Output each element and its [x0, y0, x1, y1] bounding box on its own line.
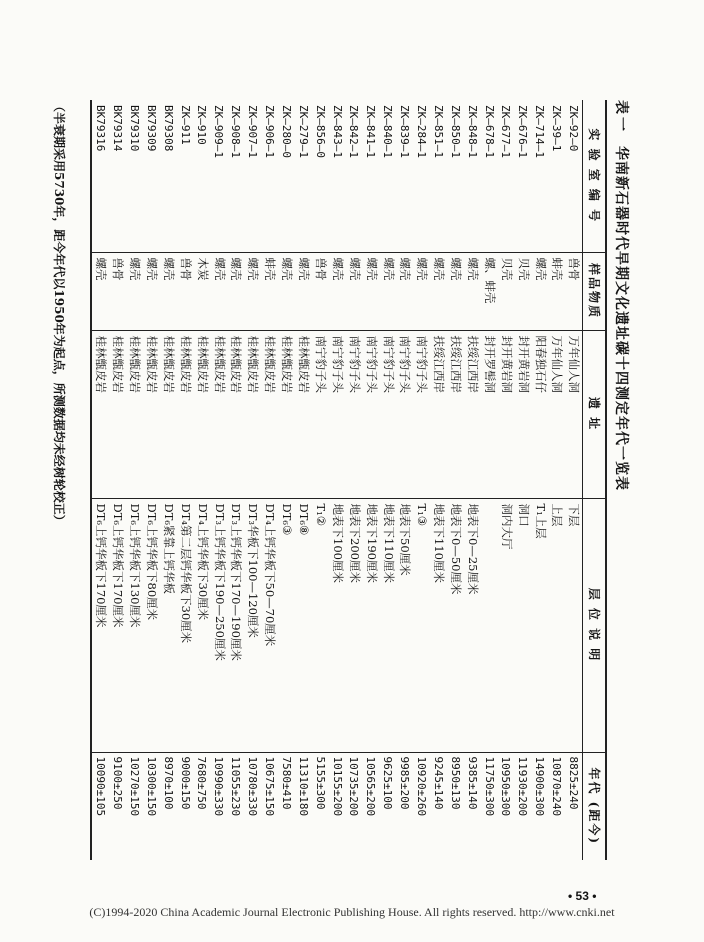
- age-cell: 10155±200: [330, 756, 344, 817]
- site-cell: 桂林甑皮岩: [278, 330, 295, 498]
- site-cell: 桂林甑皮岩: [143, 330, 160, 498]
- material-cell: 兽骨: [177, 252, 194, 330]
- lab-id-cell: ZK—714—1: [531, 100, 548, 252]
- lab-id-cell: ZK—911: [177, 100, 194, 252]
- stratum-cell: 地表下190厘米: [362, 498, 379, 752]
- site-cell: 南宁豹子头: [329, 330, 346, 498]
- lab-id-cell: ZK—280—0: [278, 100, 295, 252]
- site-cell: 桂林甑皮岩: [160, 330, 177, 498]
- table-row: [244, 100, 261, 860]
- material-cell: 螺壳: [430, 252, 447, 330]
- material-cell: 螺壳: [160, 252, 177, 330]
- site-cell: 桂林甑皮岩: [261, 330, 278, 498]
- stratum-cell: 上层: [548, 498, 565, 752]
- site-cell: 桂林甑皮岩: [126, 330, 143, 498]
- lab-id-cell: BK79314: [109, 100, 126, 252]
- age-cell: 10780±330: [246, 756, 260, 817]
- stratum-cell: DT₆上钙华板下170厘米: [91, 498, 109, 752]
- lab-id-cell: BK79310: [126, 100, 143, 252]
- table-row: [565, 100, 582, 860]
- stratum-cell: DT₃上钙华板下170—190厘米: [227, 498, 244, 752]
- table-row: [346, 100, 363, 860]
- age-cell: 11750±300: [482, 756, 496, 817]
- stratum-cell: DT₆⑧: [295, 498, 312, 752]
- site-cell: 桂林甑皮岩: [210, 330, 227, 498]
- age-cell: 8970±100: [161, 756, 175, 810]
- site-cell: 桂林甑皮岩: [295, 330, 312, 498]
- stratum-cell: DT₄第二层钙华板下30厘米: [177, 498, 194, 752]
- material-cell: 螺壳: [447, 252, 464, 330]
- stratum-cell: 洞口: [514, 498, 531, 752]
- copyright-footer: (C)1994-2020 China Academic Journal Electronic Publishing House. All rights reserved. http://www.cnki.net: [89, 905, 615, 919]
- age-cell: 10920±260: [415, 756, 429, 817]
- lab-id-cell: BK79308: [160, 100, 177, 252]
- lab-id-cell: ZK—678—1: [481, 100, 498, 252]
- site-cell: 桂林甑皮岩: [194, 330, 211, 498]
- material-cell: 螺壳: [464, 252, 481, 330]
- age-cell: 11055±230: [229, 756, 243, 817]
- site-cell: 扶绥江西岸: [430, 330, 447, 498]
- stratum-cell: DT₃华板下100—120厘米: [244, 498, 261, 752]
- age-cell: 9100±250: [111, 756, 125, 810]
- stratum-cell: 地表下110厘米: [379, 498, 396, 752]
- site-cell: 桂林甑皮岩: [227, 330, 244, 498]
- table-row: [447, 100, 464, 860]
- stratum-cell: 地表下0—25厘米: [464, 498, 481, 752]
- age-cell: 9245±140: [431, 756, 445, 810]
- table-row: [514, 100, 531, 860]
- age-cell: 10950±300: [499, 756, 513, 817]
- stratum-cell: DT₆上钙华板下80厘米: [143, 498, 160, 752]
- table-note: （半衰期采用5730年，距今年代以1950年为起点，所测数据均未经树轮校正）: [52, 100, 66, 527]
- material-cell: 螺壳: [227, 252, 244, 330]
- table-row: [430, 100, 447, 860]
- site-cell: 扶绥江西岸: [447, 330, 464, 498]
- stratum-cell: 下层: [565, 498, 582, 752]
- lab-id-cell: ZK—279—1: [295, 100, 312, 252]
- stratum-cell: T₁②: [312, 498, 329, 752]
- table-row: [498, 100, 515, 860]
- age-cell: 8825±240: [567, 756, 581, 810]
- site-cell: 南宁豹子头: [396, 330, 413, 498]
- age-cell: 5155±300: [313, 756, 327, 810]
- lab-id-cell: ZK—839—1: [396, 100, 413, 252]
- table-row: [312, 100, 329, 860]
- stratum-cell: DT₆上钙华板下130厘米: [126, 498, 143, 752]
- material-cell: 蚌壳: [261, 252, 278, 330]
- material-cell: 贝壳: [498, 252, 515, 330]
- lab-id-cell: ZK—284—1: [413, 100, 430, 252]
- site-cell: 桂林甑皮岩: [244, 330, 261, 498]
- table-row: [548, 100, 565, 860]
- lab-id-cell: ZK—840—1: [379, 100, 396, 252]
- table-row: [464, 100, 481, 860]
- stratum-cell: 地表下50厘米: [396, 498, 413, 752]
- table-row: [210, 100, 227, 860]
- lab-id-cell: ZK—676—1: [514, 100, 531, 252]
- stratum-cell: 洞内大厅: [498, 498, 515, 752]
- stratum-cell: T₁③: [413, 498, 430, 752]
- stratum-cell: DT₆③: [278, 498, 295, 752]
- site-cell: 万年仙人洞: [565, 330, 582, 498]
- lab-id-cell: ZK—843—1: [329, 100, 346, 252]
- column-header-age: 年代 (距今): [583, 752, 607, 860]
- column-header-lab-id: 实 验 室 编 号: [583, 100, 607, 252]
- data-table: [90, 100, 607, 860]
- column-header-site: 遗 址: [583, 330, 607, 498]
- rotated-table-page: [45, 100, 635, 860]
- table-row: [160, 100, 177, 860]
- lab-id-cell: ZK—910: [194, 100, 211, 252]
- stratum-cell: 地表下110厘米: [430, 498, 447, 752]
- age-cell: 9985±200: [398, 756, 412, 810]
- stratum-cell: 地表下100厘米: [329, 498, 346, 752]
- column-header-stratum: 层 位 说 明: [583, 498, 607, 752]
- table-row: [227, 100, 244, 860]
- age-cell: 10870±240: [550, 756, 564, 817]
- material-cell: 蚌壳: [548, 252, 565, 330]
- material-cell: 螺壳: [413, 252, 430, 330]
- table-row: [261, 100, 278, 860]
- material-cell: 螺壳: [396, 252, 413, 330]
- material-cell: 螺、蚌壳: [481, 252, 498, 330]
- stratum-cell: DT₃上钙华板下190—250厘米: [210, 498, 227, 752]
- site-cell: 南宁豹子头: [312, 330, 329, 498]
- stratum-cell: DT₆上钙华板下170厘米: [109, 498, 126, 752]
- table-row: [91, 100, 109, 860]
- material-cell: 螺壳: [346, 252, 363, 330]
- table-row: [295, 100, 312, 860]
- lab-id-cell: ZK—848—1: [464, 100, 481, 252]
- table-row: [379, 100, 396, 860]
- stratum-cell: T₁上层: [531, 498, 548, 752]
- stratum-cell: 地表下0—50厘米: [447, 498, 464, 752]
- age-cell: 9385±140: [465, 756, 479, 810]
- stratum-cell: DT₄上钙华板下30厘米: [194, 498, 211, 752]
- lab-id-cell: ZK—842—1: [346, 100, 363, 252]
- site-cell: 万年仙人洞: [548, 330, 565, 498]
- page-number: • 53 •: [568, 889, 597, 903]
- age-cell: 11310±180: [296, 756, 310, 817]
- age-cell: 9625±100: [381, 756, 395, 810]
- table-row: [481, 100, 498, 860]
- age-cell: 8950±130: [448, 756, 462, 810]
- column-header-material: 样品物质: [583, 252, 607, 330]
- site-cell: 南宁豹子头: [346, 330, 363, 498]
- table-row: [362, 100, 379, 860]
- table-row: [126, 100, 143, 860]
- lab-id-cell: ZK—39—1: [548, 100, 565, 252]
- table-header: [609, 100, 635, 860]
- lab-id-cell: ZK—907—1: [244, 100, 261, 252]
- material-cell: 木炭: [194, 252, 211, 330]
- site-cell: 桂林甑皮岩: [177, 330, 194, 498]
- material-cell: 螺壳: [244, 252, 261, 330]
- table-row: [143, 100, 160, 860]
- lab-id-cell: ZK—909—1: [210, 100, 227, 252]
- material-cell: 螺壳: [531, 252, 548, 330]
- table-body: [91, 100, 582, 860]
- lab-id-cell: ZK—92—0: [565, 100, 582, 252]
- age-cell: 14900±300: [533, 756, 547, 817]
- age-cell: 11930±200: [516, 756, 530, 817]
- material-cell: 贝壳: [514, 252, 531, 330]
- stratum-cell: [481, 498, 498, 752]
- table-label: 表一: [613, 100, 629, 134]
- lab-id-cell: ZK—851—1: [430, 100, 447, 252]
- material-cell: 兽骨: [565, 252, 582, 330]
- age-cell: 10270±150: [127, 756, 141, 817]
- age-cell: 9000±150: [178, 756, 192, 810]
- lab-id-cell: BK79316: [91, 100, 109, 252]
- age-cell: 7580±410: [279, 756, 293, 810]
- site-cell: 桂林甑皮岩: [109, 330, 126, 498]
- lab-id-cell: ZK—677—1: [498, 100, 515, 252]
- material-cell: 螺壳: [278, 252, 295, 330]
- site-cell: 桂林甑皮岩: [91, 330, 109, 498]
- lab-id-cell: ZK—850—1: [447, 100, 464, 252]
- site-cell: 南宁豹子头: [362, 330, 379, 498]
- material-cell: 螺壳: [362, 252, 379, 330]
- age-cell: 7680±750: [195, 756, 209, 810]
- stratum-cell: 地表下200厘米: [346, 498, 363, 752]
- lab-id-cell: ZK—908—1: [227, 100, 244, 252]
- material-cell: 螺壳: [210, 252, 227, 330]
- table-row: [413, 100, 430, 860]
- age-cell: 10090±105: [94, 756, 108, 817]
- lab-id-cell: BK79309: [143, 100, 160, 252]
- age-cell: 10675±150: [263, 756, 277, 817]
- site-cell: 南宁豹子头: [413, 330, 430, 498]
- site-cell: 封开黄岩洞: [498, 330, 515, 498]
- stratum-cell: DT₄上钙华板下50—70厘米: [261, 498, 278, 752]
- material-cell: 螺壳: [295, 252, 312, 330]
- site-cell: 封开罗髻洞: [481, 330, 498, 498]
- age-cell: 10735±200: [347, 756, 361, 817]
- material-cell: 螺壳: [329, 252, 346, 330]
- table-row: [396, 100, 413, 860]
- age-cell: 10565±200: [364, 756, 378, 817]
- table-row: [278, 100, 295, 860]
- stratum-cell: DT₆紧靠上钙华板: [160, 498, 177, 752]
- material-cell: 螺壳: [143, 252, 160, 330]
- site-cell: 南宁豹子头: [379, 330, 396, 498]
- table-header-row: [583, 100, 607, 860]
- material-cell: 螺壳: [379, 252, 396, 330]
- age-cell: 10990±330: [212, 756, 226, 817]
- lab-id-cell: ZK—841—1: [362, 100, 379, 252]
- lab-id-cell: ZK—856—0: [312, 100, 329, 252]
- table-row: [329, 100, 346, 860]
- material-cell: 兽骨: [312, 252, 329, 330]
- lab-id-cell: ZK—906—1: [261, 100, 278, 252]
- site-cell: 扶绥江西岸: [464, 330, 481, 498]
- table-row: [531, 100, 548, 860]
- material-cell: 螺壳: [91, 252, 109, 330]
- material-cell: 螺壳: [126, 252, 143, 330]
- table-row: [194, 100, 211, 860]
- table-row: [109, 100, 126, 860]
- site-cell: 阳春独石仔: [531, 330, 548, 498]
- age-cell: 10300±150: [144, 756, 158, 817]
- site-cell: 封开黄岩洞: [514, 330, 531, 498]
- table-row: [177, 100, 194, 860]
- table-title: 华南新石器时代早期文化遗址碳十四测定年代一览表: [613, 146, 629, 491]
- material-cell: 兽骨: [109, 252, 126, 330]
